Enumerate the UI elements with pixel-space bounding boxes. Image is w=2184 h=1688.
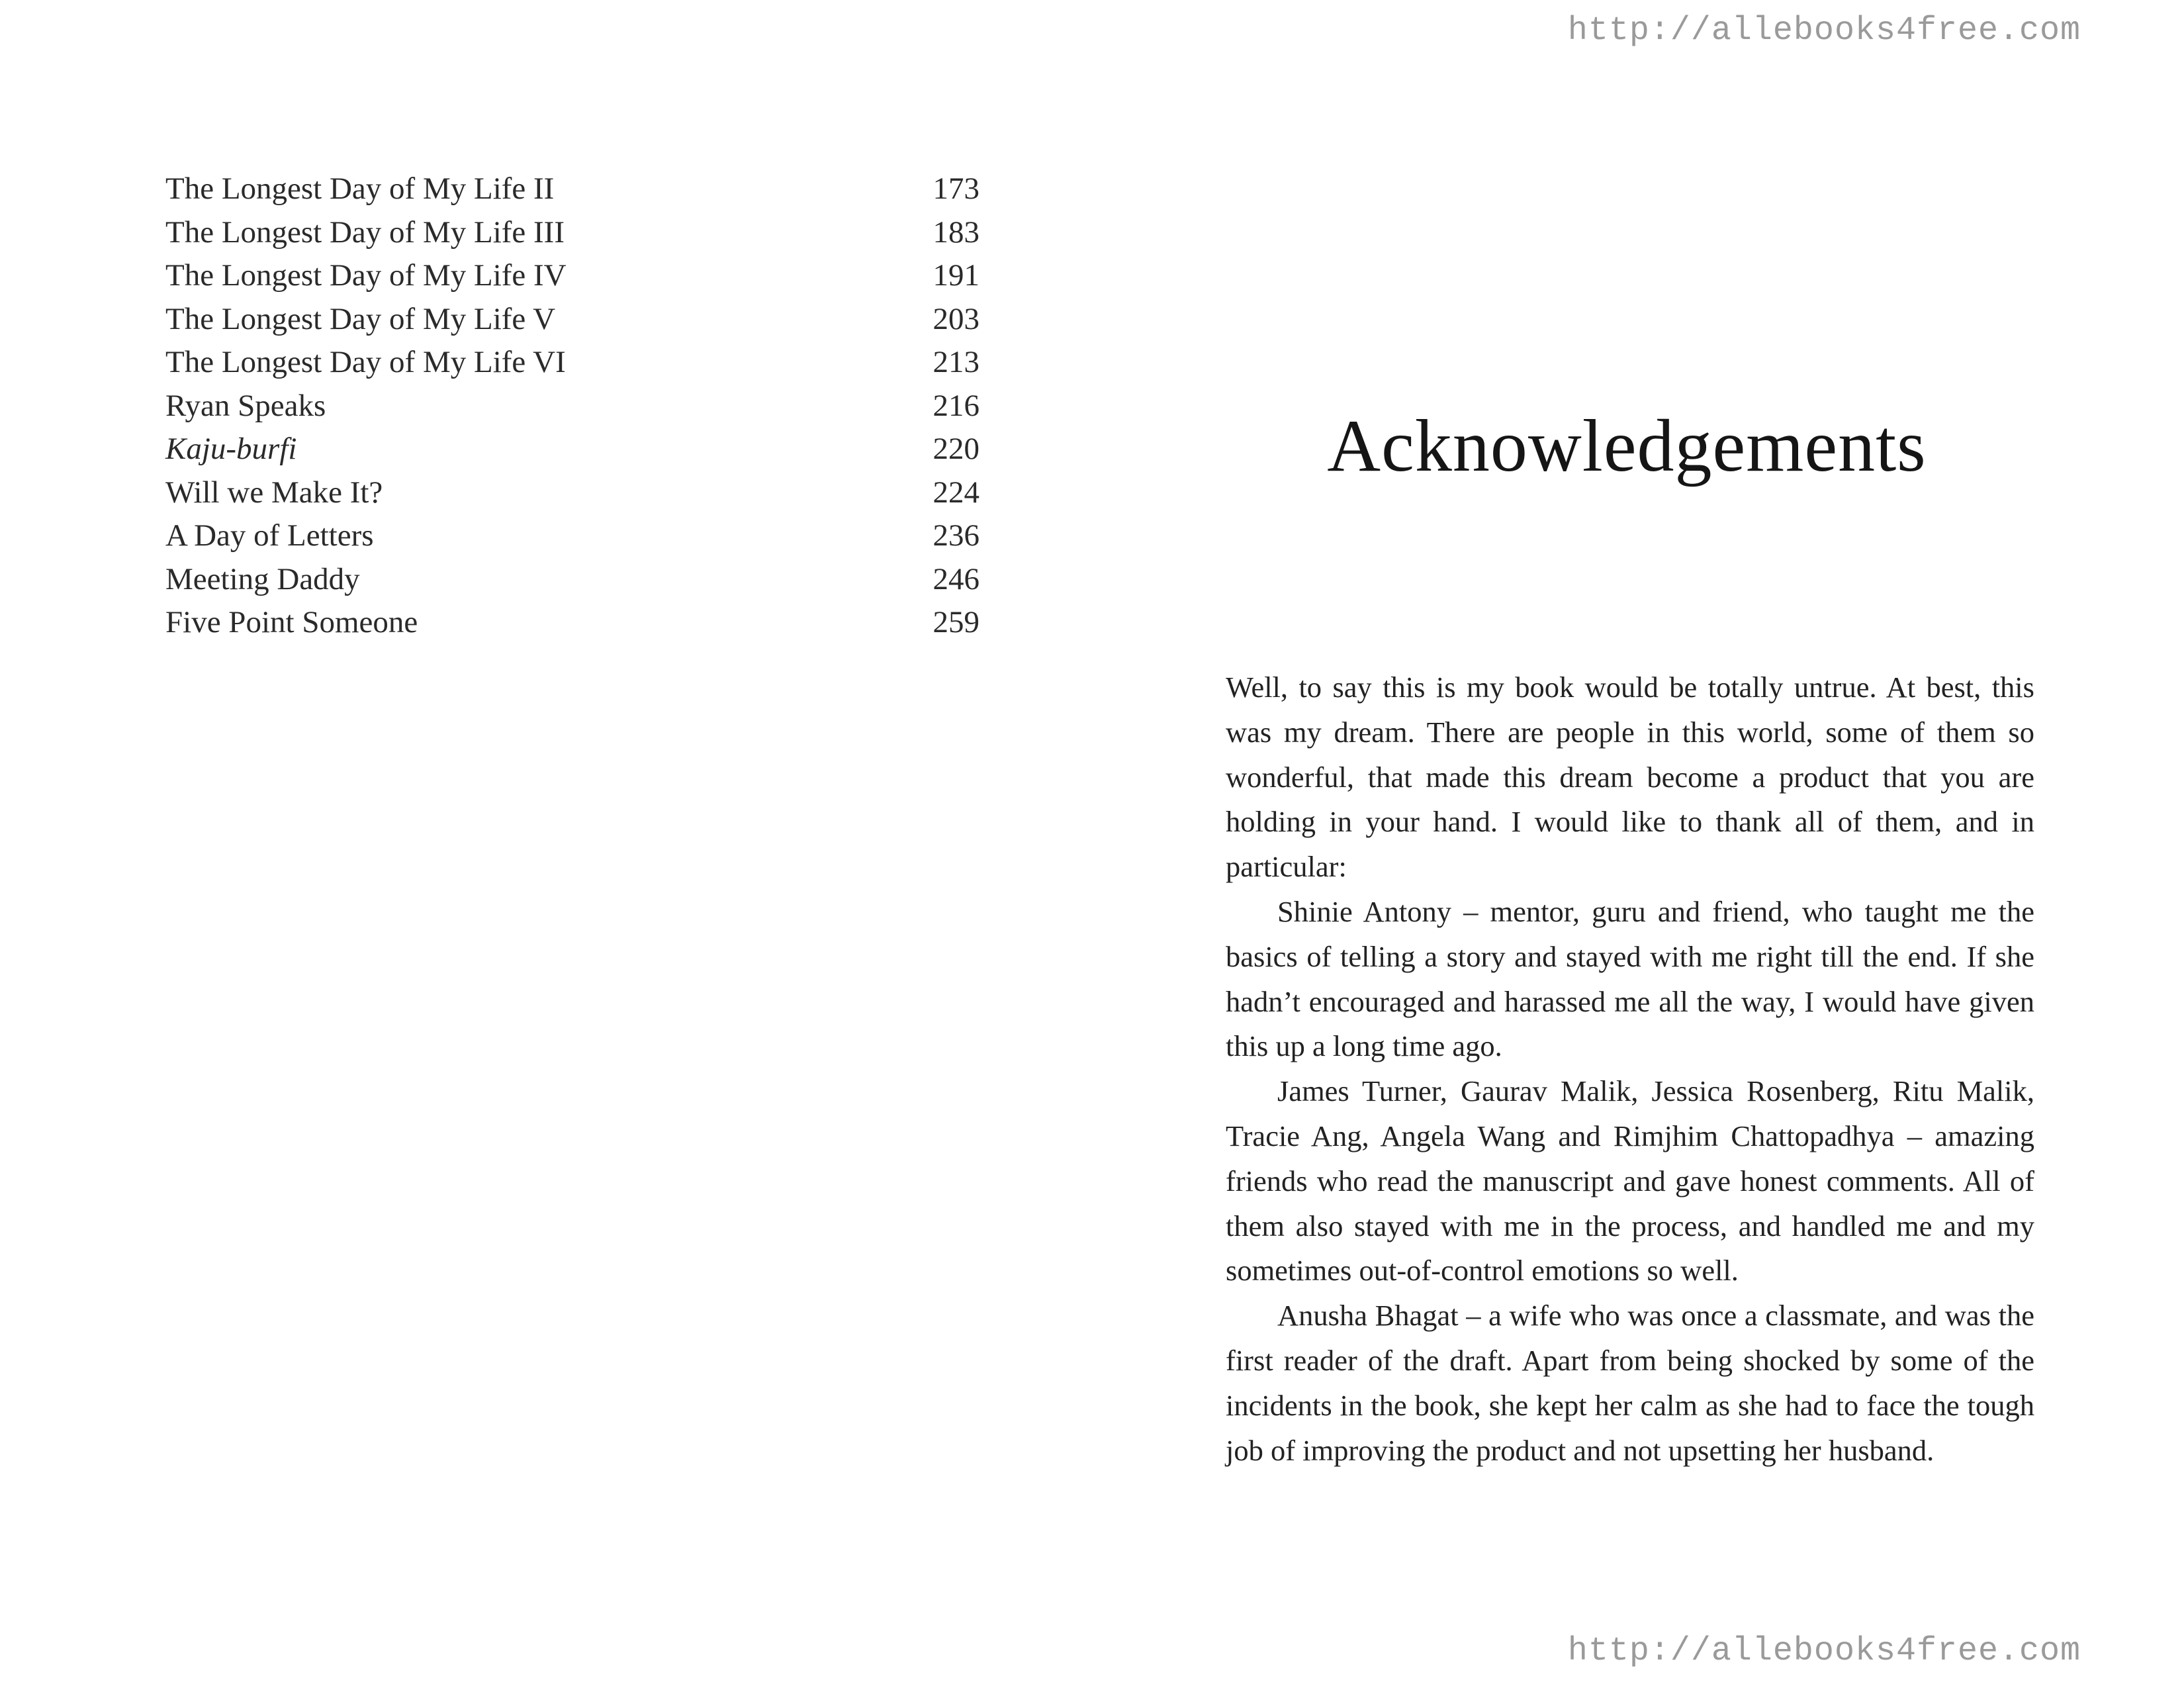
watermark-url-top: http://allebooks4free.com — [1567, 12, 2081, 50]
body-paragraph: James Turner, Gaurav Malik, Jessica Rosenberg, Ritu Malik, Tracie Ang, Angela Wang and Rimjhim Chattopadhya – amazing friends who read the manuscript and gave honest comments. All of them also stayed with me in the process, and handled me and my sometimes out-of-control emotions so well. — [1226, 1074, 2034, 1288]
toc-entry — [165, 561, 979, 605]
toc-entry-title: The Longest Day of My Life VI — [165, 345, 566, 379]
toc-entry-page: 246 — [933, 561, 979, 596]
toc-entry-page: 191 — [933, 258, 979, 293]
toc-entry-page: 213 — [933, 345, 979, 379]
toc-entry-page: 224 — [933, 475, 979, 510]
body-paragraph: Anusha Bhagat – a wife who was once a classmate, and was the first reader of the draft. Apart from being shocked by some of the incidents in the book, she kept her calm as she had to face the tough job of improving the product and not upsetting her husband. — [1226, 1299, 2034, 1467]
toc-entry-title: The Longest Day of My Life V — [165, 301, 556, 336]
toc-entry-title: A Day of Letters — [165, 518, 374, 553]
watermark-url-bottom: http://allebooks4free.com — [1567, 1632, 2081, 1670]
body-paragraph: Shinie Antony – mentor, guru and friend, who taught me the basics of telling a story and stayed with me right till the end. If she hadn’t encouraged and harassed me all the way, I would have given this up a long time ago. — [1226, 894, 2034, 1063]
toc-entry-page: 259 — [933, 605, 979, 639]
toc-entry — [165, 604, 979, 648]
toc-entry-page: 183 — [933, 214, 979, 250]
toc-entry-page: 216 — [933, 388, 979, 423]
toc-entry-title: Will we Make It? — [165, 475, 383, 510]
toc-entry — [165, 301, 979, 345]
toc-entry-title: Kaju-burfi — [165, 432, 297, 466]
toc-entry-title: The Longest Day of My Life IV — [165, 258, 567, 293]
body-paragraph: Well, to say this is my book would be totally untrue. At best, this was my dream. There are people in this world, some of them so wonderful, that made this dream become a product that you are holding in your hand. I would like to thank all of them, and in particular: — [1226, 671, 2034, 884]
toc-entry-page: 203 — [933, 301, 979, 336]
toc-entry-page: 220 — [933, 432, 979, 466]
toc-entry-title: The Longest Day of My Life III — [165, 214, 565, 250]
toc-entry — [165, 475, 979, 518]
acknowledgements-body — [1226, 665, 2034, 1473]
toc-entry — [165, 258, 979, 301]
toc-entry-title: Ryan Speaks — [165, 388, 326, 423]
toc-entry-title: The Longest Day of My Life II — [165, 171, 555, 206]
table-of-contents — [165, 171, 979, 648]
toc-entry-title: Meeting Daddy — [165, 561, 360, 596]
page-title: Acknowledgements — [1327, 405, 1927, 487]
toc-entry — [165, 344, 979, 388]
toc-entry-page: 173 — [933, 171, 979, 206]
toc-entry — [165, 518, 979, 561]
toc-entry — [165, 388, 979, 432]
toc-entry — [165, 214, 979, 258]
toc-entry-title: Five Point Someone — [165, 605, 418, 639]
toc-entry — [165, 171, 979, 214]
toc-entry — [165, 431, 979, 475]
toc-entry-page: 236 — [933, 518, 979, 553]
